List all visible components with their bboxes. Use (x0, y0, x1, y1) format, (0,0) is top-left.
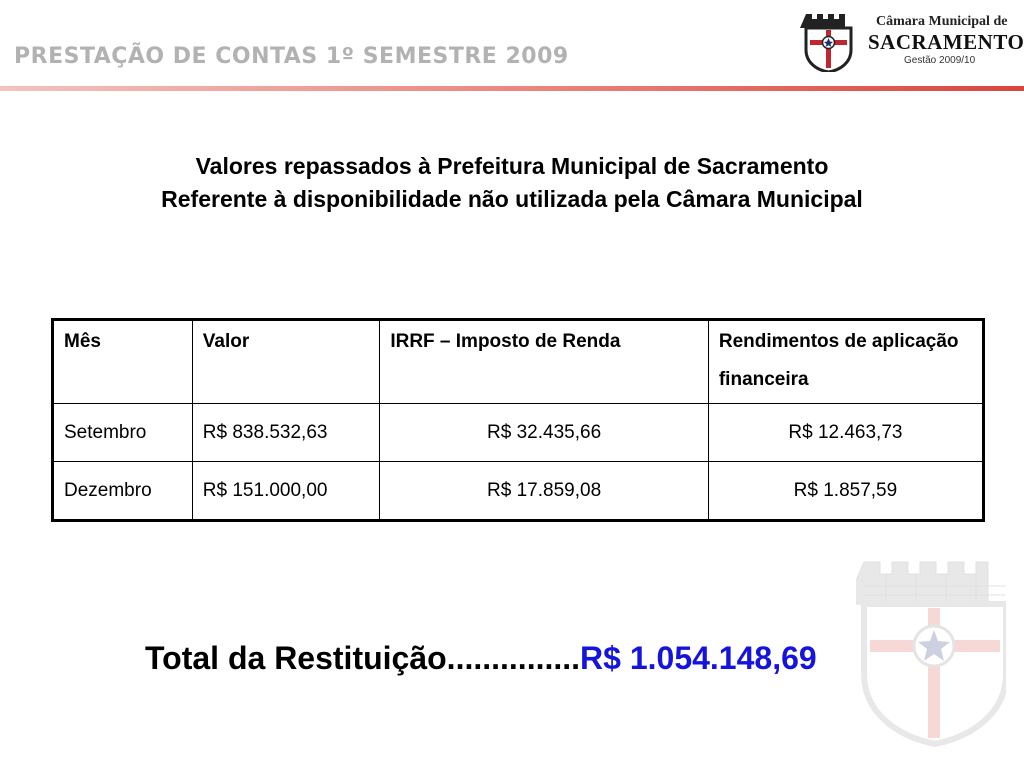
page-header-title: PRESTAÇÃO DE CONTAS 1º SEMESTRE 2009 (14, 44, 569, 69)
logo-line-3: Gestão 2009/10 (904, 55, 976, 66)
cell-month: Dezembro (53, 462, 193, 521)
coat-of-arms-watermark-icon (856, 542, 1006, 748)
page-subtitle (0, 150, 1024, 216)
header-irrf: IRRF – Imposto de Renda (380, 320, 709, 404)
header-divider (0, 86, 1024, 91)
logo-line-2: SACRAMENTO (868, 30, 1024, 54)
header-value: Valor (192, 320, 380, 404)
subtitle-line-1: Valores repassados à Prefeitura Municipal de Sacramento (195, 153, 829, 179)
restitution-table (51, 318, 985, 522)
coat-of-arms-icon (800, 14, 851, 72)
cell-month: Setembro (53, 404, 193, 462)
cell-value: R$ 838.532,63 (192, 404, 380, 462)
cell-irrf: R$ 32.435,66 (380, 404, 709, 462)
cell-irrf: R$ 17.859,08 (380, 462, 709, 521)
cell-yield: R$ 12.463,73 (708, 404, 983, 462)
total-amount: R$ 1.054.148,69 (580, 640, 817, 676)
table-header-row (53, 320, 984, 404)
subtitle-line-2: Referente à disponibilidade não utilizada pela Câmara Municipal (161, 186, 863, 212)
total-restitution (145, 640, 817, 677)
header-yield: Rendimentos de aplicação financeira (708, 320, 983, 404)
total-label: Total da Restituição............... (145, 640, 581, 676)
cell-value: R$ 151.000,00 (192, 462, 380, 521)
header-month: Mês (53, 320, 193, 404)
table-row (53, 462, 984, 521)
logo-line-1: Câmara Municipal de (876, 14, 1008, 29)
table-row (53, 404, 984, 462)
cell-yield: R$ 1.857,59 (708, 462, 983, 521)
